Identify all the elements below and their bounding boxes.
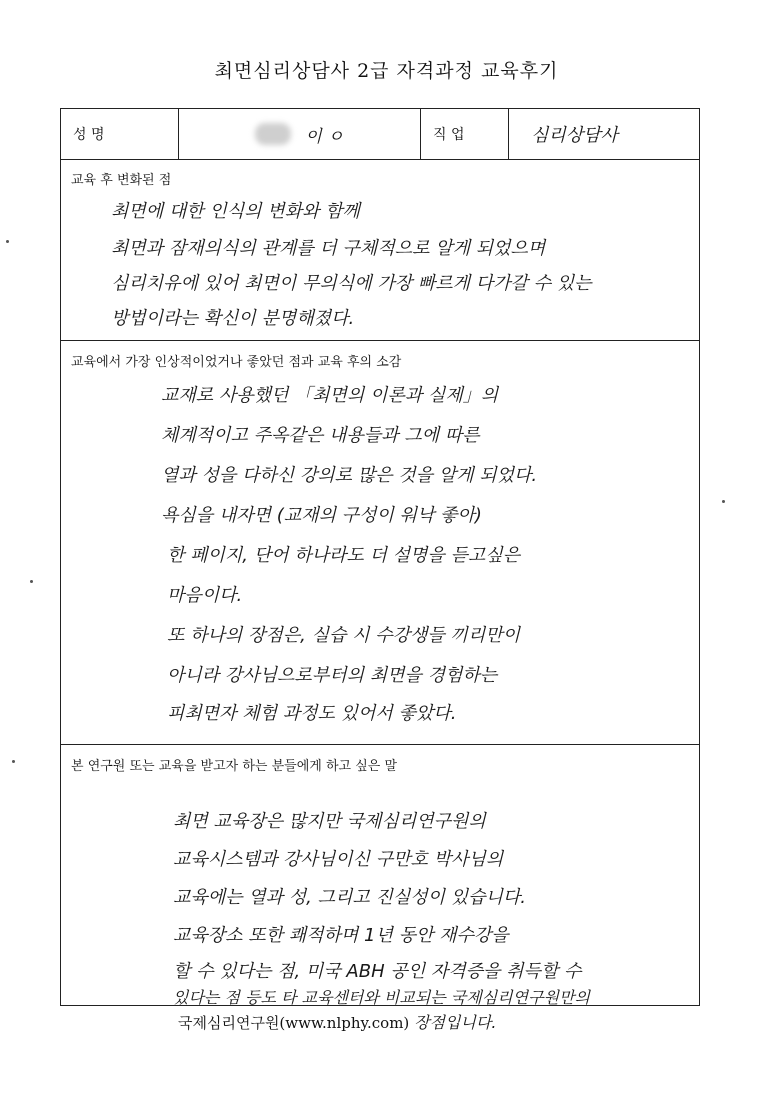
job-value: 심리상담사 [531, 125, 618, 146]
name-value-cell [179, 109, 421, 159]
section-changes [61, 159, 699, 341]
section-impressions-line: 한 페이지, 단어 하나라도 더 설명을 듣고싶은 [167, 545, 521, 566]
scan-speck [12, 760, 15, 763]
section-message-line: 교육에는 열과 성, 그리고 진실성이 있습니다. [173, 887, 527, 908]
section-impressions [61, 341, 699, 745]
document-title: 최면심리상담사 2급 자격과정 교육후기 [214, 60, 559, 82]
scan-speck [30, 580, 33, 583]
section-changes-line: 최면에 대한 인식의 변화와 함께 [111, 201, 360, 222]
name-value: 이 ㅇ [305, 126, 344, 147]
section-impressions-line: 욕심을 내자면 (교재의 구성이 워낙 좋아) [161, 505, 482, 526]
section-changes-line: 최면과 잠재의식의 관계를 더 구체적으로 알게 되었으며 [111, 238, 546, 259]
section-impressions-line: 또 하나의 장점은, 실습 시 수강생들 끼리만이 [167, 625, 521, 646]
section-message-line: 있다는 점 등도 타 교육센터와 비교되는 국제심리연구원만의 [173, 988, 590, 1007]
section-impressions-line: 마음이다. [167, 585, 243, 606]
section-impressions-line: 교재로 사용했던 「최면의 이론과 실제」의 [161, 385, 499, 406]
footer-handwritten-text: 장점입니다. [414, 1013, 497, 1032]
footer-printed-text: 국제심리연구원(www.nlphy.com) [178, 1014, 410, 1032]
job-label: 직 업 [421, 109, 509, 159]
section-impressions-line: 열과 성을 다하신 강의로 많은 것을 알게 되었다. [161, 465, 538, 486]
section-message-line: 할 수 있다는 점, 미국 ABH 공인 자격증을 취득할 수 [173, 961, 582, 982]
section-message-line: 교육장소 또한 쾌적하며 1년 동안 재수강을 [173, 925, 509, 946]
section-message-line: 최면 교육장은 많지만 국제심리연구원의 [173, 811, 486, 832]
info-row [61, 109, 699, 160]
scan-speck [6, 240, 9, 243]
scan-speck [722, 500, 725, 503]
review-form [60, 108, 700, 1006]
section-message-line: 교육시스템과 강사님이신 구만호 박사님의 [173, 849, 504, 870]
section-impressions-line: 체계적이고 주옥같은 내용들과 그에 따른 [161, 425, 480, 446]
section-changes-line: 방법이라는 확신이 분명해졌다. [111, 308, 355, 329]
section-impressions-line: 피최면자 체험 과정도 있어서 좋았다. [167, 703, 457, 724]
section-impressions-line: 아니라 강사님으로부터의 최면을 경험하는 [167, 665, 498, 686]
section-changes-line: 심리치유에 있어 최면이 무의식에 가장 빠르게 다가갈 수 있는 [111, 273, 592, 294]
footer-line [178, 1010, 658, 1033]
section-changes-heading: 교육 후 변화된 점 [71, 173, 172, 188]
section-message-heading: 본 연구원 또는 교육을 받고자 하는 분들에게 하고 싶은 말 [71, 759, 398, 774]
name-label: 성 명 [61, 109, 179, 159]
section-impressions-heading: 교육에서 가장 인상적이었거나 좋았던 점과 교육 후의 소감 [71, 355, 402, 370]
section-message [61, 745, 699, 1005]
redaction-blur [255, 123, 291, 145]
